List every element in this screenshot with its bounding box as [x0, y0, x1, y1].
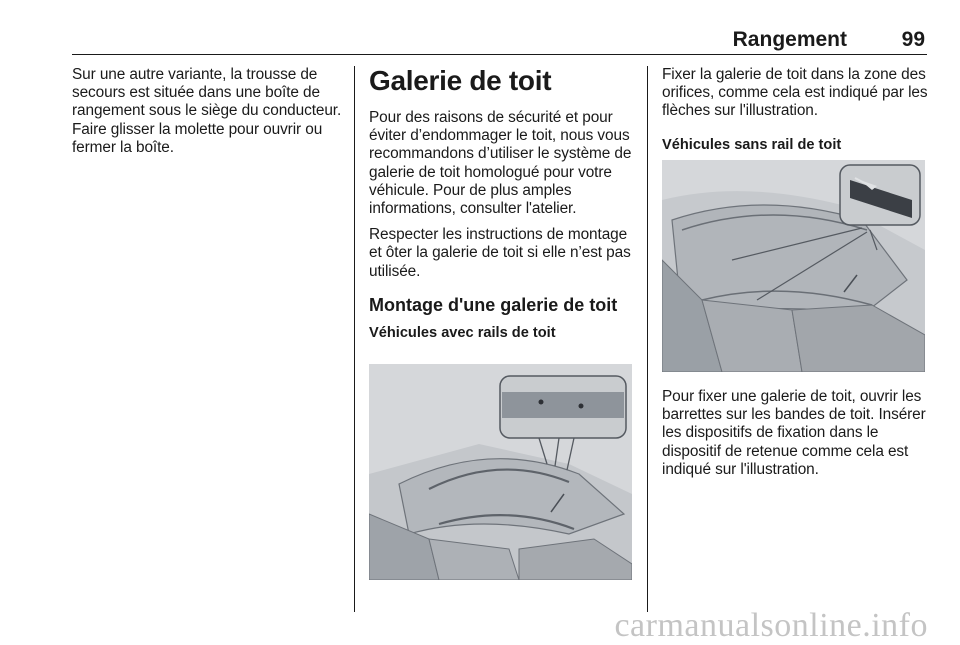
page-number: 99 — [901, 28, 925, 51]
roof-rack-instructions: Respecter les instructions de montage et ôter la galerie de toit si elle n’est pas utilisée. — [369, 226, 631, 280]
car-roof-no-rails-drawing — [662, 160, 925, 372]
column-middle — [369, 66, 641, 342]
roof-rack-intro: Pour des raisons de sécurité et pour éviter d’endommager le toit, nous vous recommandons d’utiliser le système de galerie de toit homologué pour votre véhicule. Pour de plus amples informations, consulter l'atelier. — [369, 109, 632, 218]
column-right-lower — [662, 388, 930, 479]
mounting-subheading: Montage d'une galerie de toit — [369, 294, 618, 315]
no-roof-rails-illustration — [662, 160, 925, 372]
column-divider — [647, 66, 648, 612]
column-left — [72, 66, 344, 157]
page-header — [72, 24, 927, 55]
section-title: Rangement — [732, 28, 847, 51]
with-rails-caption: Véhicules avec rails de toit — [369, 324, 556, 341]
roof-rails-illustration — [369, 364, 632, 580]
first-aid-paragraph: Sur une autre variante, la trousse de secours est située dans une boîte de rangement sous le siège du conducteur. Faire glisser la molette pour ouvrir ou fermer la boîte. — [72, 66, 342, 156]
attach-area-paragraph: Fixer la galerie de toit dans la zone des orifices, comme cela est indiqué par les flèches sur l'illustration. — [662, 66, 928, 120]
watermark: carmanualsonline.info — [614, 607, 928, 644]
fixing-instructions-paragraph: Pour fixer une galerie de toit, ouvrir les barrettes sur les bandes de toit. Insérer les dispositifs de fixation dans le dispositif de retenue comme cela est indiqué sur l'illustration. — [662, 388, 926, 478]
column-right — [662, 66, 930, 154]
column-divider — [354, 66, 355, 612]
roof-rack-heading: Galerie de toit — [369, 65, 552, 96]
without-rails-caption: Véhicules sans rail de toit — [662, 136, 842, 153]
car-roof-rails-drawing — [369, 364, 632, 580]
